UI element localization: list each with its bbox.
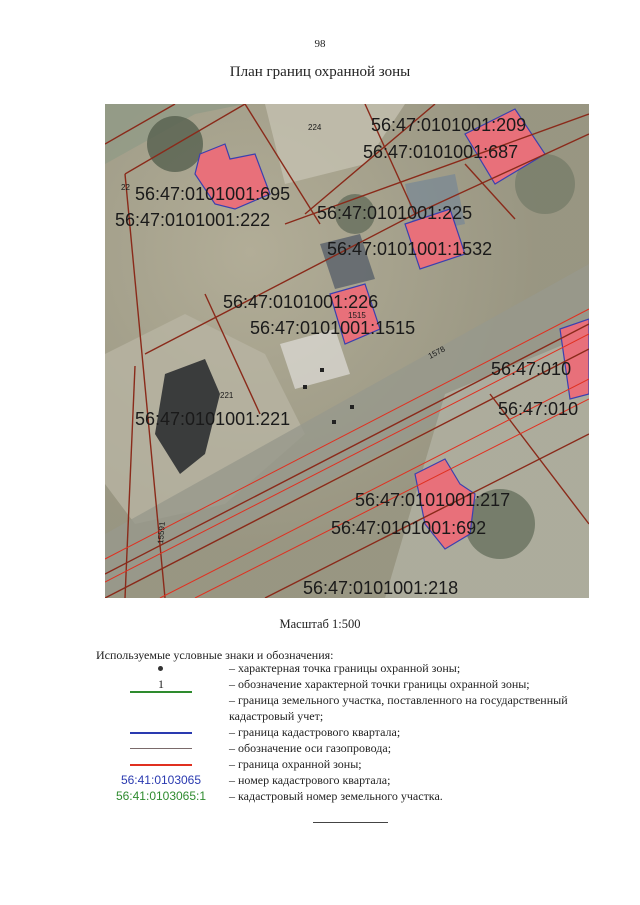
legend-item-protection-zone [0, 757, 640, 773]
legend-text: – характерная точка границы охранной зоны; [229, 661, 461, 675]
page-number: 98 [314, 38, 326, 50]
parcel-label: 56:47:0101001:225 [317, 203, 473, 223]
house-number: 1515 [348, 311, 366, 320]
parcel-label: 56:47:0101001:218 [303, 578, 459, 598]
house-number: 221 [220, 391, 234, 400]
parcel-label: 56:47:0101001:1532 [327, 239, 493, 259]
parcel-label: 56:47:0101001:217 [355, 490, 511, 510]
parcel-label: 56:47:0101001:222 [115, 210, 271, 230]
legend-text: – обозначение характерной точки границы охранной зоны; [229, 677, 530, 691]
parcel-label: 56:47:0101001:221 [135, 409, 291, 429]
legend-title: Используемые условные знаки и обозначения: [96, 648, 334, 662]
house-number: 1578 [426, 344, 447, 361]
legend-item-point-number [0, 677, 640, 693]
legend-text: – граница земельного участка, поставленного на государственный кадастровый учет; [229, 693, 568, 723]
parcel-label: 56:47:010 [498, 399, 579, 419]
footer-divider [313, 822, 388, 823]
legend-text: – граница кадастрового квартала; [229, 725, 401, 739]
house-number: 224 [308, 123, 322, 132]
legend-item-gas-axis [0, 741, 640, 757]
quarter-number-sample: 56:41:0103065 [120, 773, 202, 787]
parcel-label: 56:47:0101001:687 [363, 142, 519, 162]
map-svg [105, 104, 589, 598]
blue-line-icon [130, 732, 192, 734]
parcel-label: 56:47:010 [491, 359, 572, 379]
legend-item-parcel-number [0, 789, 640, 805]
legend-text: – кадастровый номер земельного участка. [229, 789, 443, 803]
parcel-label: 56:47:0101001:692 [331, 518, 487, 538]
page-title: План границ охранной зоны [229, 64, 411, 80]
gray-line-icon [130, 748, 192, 749]
dot-icon [158, 666, 163, 671]
point-number-sample: 1 [158, 677, 164, 691]
parcel-label: 56:47:0101001:1515 [250, 318, 416, 338]
legend-item-quarter-number [0, 773, 640, 789]
legend-text: – обозначение оси газопровода; [229, 741, 392, 755]
legend-text: – граница охранной зоны; [229, 757, 362, 771]
legend-text: – номер кадастрового квартала; [229, 773, 391, 787]
legend-item-point [0, 661, 640, 677]
parcel-label: 56:47:0101001:209 [371, 115, 527, 135]
protection-zone-map [105, 104, 589, 598]
parcel-label: 56:47:0101001:695 [135, 184, 291, 204]
legend-item-parcel-boundary [0, 693, 640, 723]
parcel-number-sample: 56:41:0103065:1 [115, 789, 207, 803]
parcel-label: 56:47:0101001:226 [223, 292, 379, 312]
legend-item-quarter-boundary [0, 725, 640, 741]
map-scale: Масштаб 1:500 [279, 617, 361, 631]
house-number: 15591 [156, 521, 167, 545]
house-number: 22 [121, 183, 130, 192]
red-line-icon [130, 764, 192, 766]
